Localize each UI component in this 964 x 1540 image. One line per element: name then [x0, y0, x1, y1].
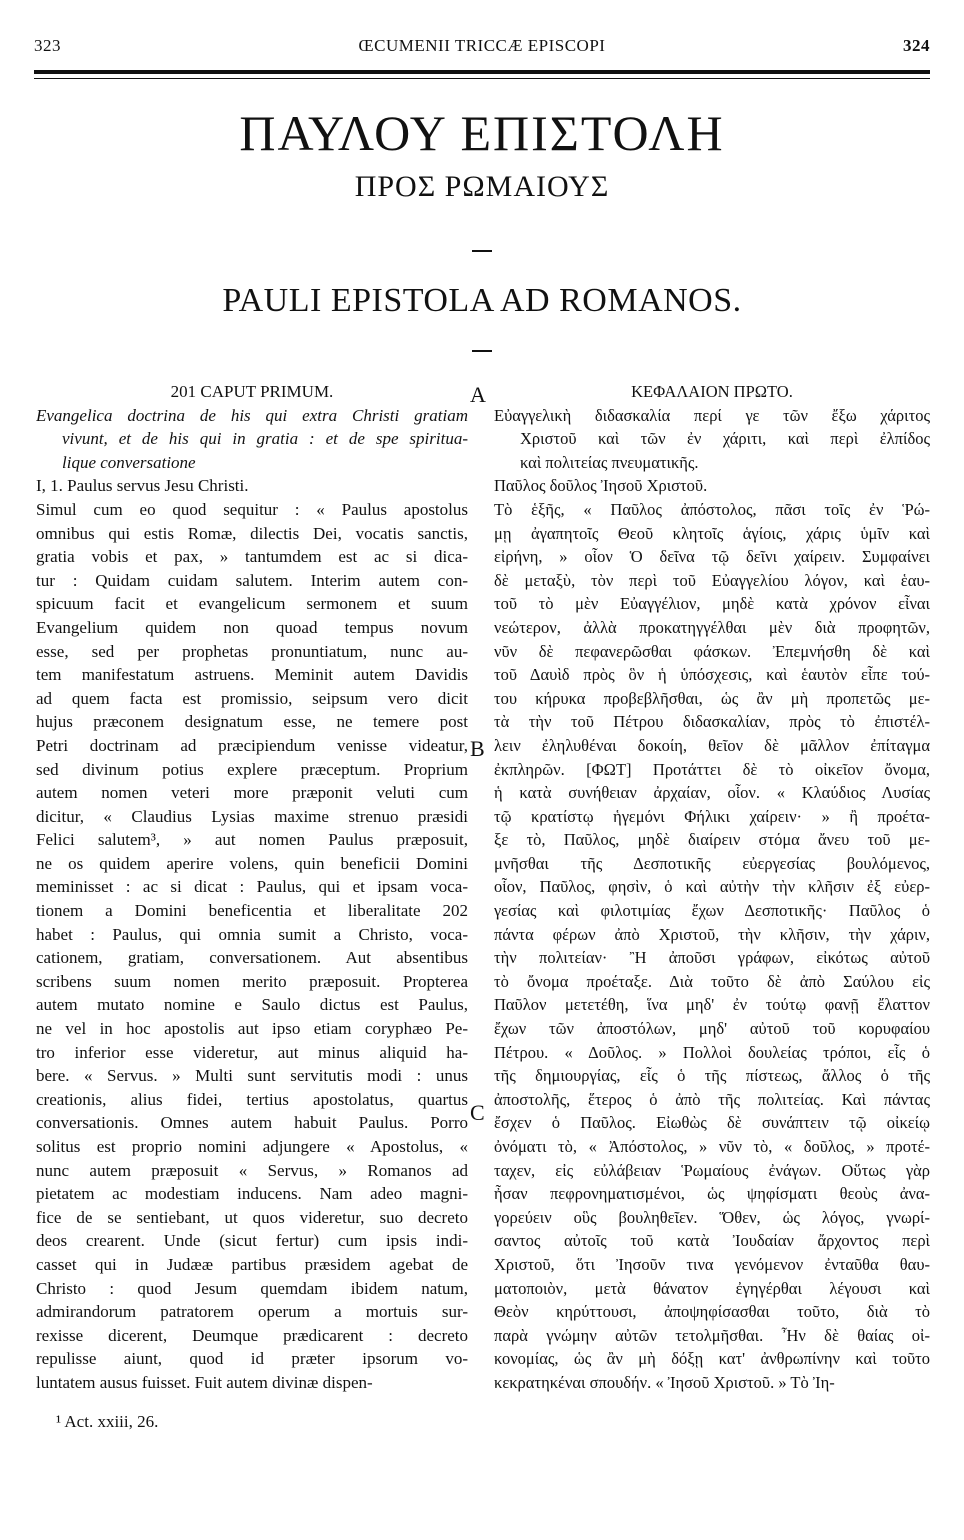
text-line: habet : Paulus, qui omnia sumit a Christo, voca- [36, 924, 468, 944]
text-line: spicuum facit et evangelicum sermonem et suum [36, 594, 468, 614]
text-line: Θεὸν κηρύττουσι, ἀποψηφίσασθαι τοῦτο, διὰ τὸ [494, 1302, 930, 1322]
text-line: μῃ ἀγαπητοῖς Θεοῦ κλητοῖς ἁγίοις, χάρις ὑμῖν καὶ [494, 523, 930, 543]
text-line: hujus præconem designatum esse, ne temere post [36, 712, 468, 732]
text-line: τὸ ὄνομα προέταξε. Διὰ τοῦτο δὲ ἀπὸ Σαύλου εἰς [494, 971, 930, 991]
text-line: nunc autem præposuit « Servus, » Romanos ad [36, 1160, 468, 1180]
text-line: Χριστοῦ καὶ τῶν ἐν χάριτι, καὶ περὶ ἐλπίδος [520, 429, 930, 449]
text-line: πάντα φέρων ἀπὸ Χριστοῦ, τὴν κλῆσιν, τὴν χάριν, [494, 924, 930, 944]
text-line: Εὐαγγελικὴ διδασκαλία περί γε τῶν ἔξω χάριτος [494, 405, 930, 425]
text-line: οἷον, Παῦλος, φησὶν, ὁ καὶ αὐτὴν τὴν κλῆσιν ἐξ εὐερ- [494, 877, 930, 897]
text-line: τοῦ Δαυὶδ πρὸς ὃν ἡ ὑπόσχεσις, καὶ ἑαυτὸν εἶπε τού- [494, 665, 930, 685]
margin-letter: C [470, 1100, 485, 1125]
text-line: εἰρήνη, » οἷον Ὁ δεῖνα τῷ δεῖνι χαίρειν. Συμφαίνει [494, 547, 930, 567]
text-line: autem nomen veteri more præponit veluti cum [36, 783, 468, 803]
text-line: ad quem facta est promissio, seipsum vero dicit [36, 688, 468, 708]
text-line: cationem, gratiam, conversationem. Aut absentibus [36, 948, 468, 968]
text-line: ἡ κατὰ συνήθειαν ἀρχαίαν, οἷον. « Κλαύδιος Λυσίας [494, 783, 930, 803]
text-line: ἔχων τῶν ἀποστόλων, μηδ' αὐτοῦ τοῦ κορυφαίου [494, 1019, 930, 1039]
title-greek: ΠΑΥΛΟΥ ΕΠΙΣΤΟΛΗ [239, 105, 725, 161]
text-line: ne vel in hoc apostolis aut ipso etiam coryphæo Pe- [36, 1019, 468, 1039]
text-line: Christo : quod Jesum quemdam ibidem natum, [36, 1278, 468, 1298]
text-line: tur : Quidam cuidam salutem. Interim autem con- [36, 570, 468, 590]
greek-column [494, 380, 930, 1395]
text-line: rexisse dicerent, Deumque prædicarent : decreto [36, 1325, 468, 1345]
text-line: dicitur, « Claudius Lysias maxime strenuo præsidi [36, 806, 468, 826]
text-line: luntatem ausus fuisset. Fuit autem divinæ dispen- [36, 1372, 373, 1392]
title-latin: PAULI EPISTOLA AD ROMANOS. [222, 282, 742, 319]
text-line: Παῦλος δοῦλος Ἰησοῦ Χριστοῦ. [494, 476, 708, 496]
text-line: ἔσχεν ὁ Παῦλος. Εἰωθὼς δὲ συνάπτειν τῷ οἰκείῳ [494, 1113, 930, 1133]
text-line: τὴν πολιτείαν· Ἢ ἀποῦσι γράφων, εἰκότως αὐτοῦ [494, 948, 930, 968]
text-line: solitus est proprio nomini adjungere « Apostolus, « [36, 1137, 468, 1156]
text-line: νῦν δὲ πεφανερῶσθαι φάσκων. Ἐπεμνήσθη δὲ καὶ [494, 641, 930, 661]
text-line: tionem a Domini beneficentia et liberalitate 202 [36, 901, 468, 921]
text-line: παρὰ γνώμην αὐτῶν τετολμῆσθαι. Ἦν δὲ θαίας οἰ- [494, 1325, 930, 1345]
text-line: fice de se sentiebant, ut quos videretur, suo decreto [36, 1207, 468, 1227]
text-line: Evangelica doctrina de his qui extra Christi gratiam [36, 405, 468, 425]
text-line: sed divinum potius explere præceptum. Proprium [36, 759, 468, 779]
text-line: I, 1. Paulus servus Jesu Christi. [36, 476, 249, 496]
text-line: Petri doctrinam ad præcipiendum venisse videatur, [36, 735, 468, 755]
text-line: deos crearent. Unde (sicut fertur) cum ipsis indi- [36, 1231, 468, 1251]
text-line: του κήρυκα προβεβλῆσθαι, ὡς ἂν μὴ προπετῶς με- [494, 688, 930, 708]
text-line: ὀνόματι τὸ, « Ἀπόστολος, » νῦν τὸ, « δοῦλος, » προτέ- [494, 1137, 930, 1156]
text-line: tro inferior esse videretur, aut minus aliquid ha- [36, 1042, 468, 1062]
text-line: bere. « Servus. » Multi sunt servitutis modi : unus [36, 1066, 468, 1086]
text-line: νεώτερον, ἀλλὰ προκατηγγέλθαι μὲν διὰ προφητῶν, [494, 617, 930, 637]
text-line: esse, sed per prophetas pronuntiatum, nunc au- [36, 641, 468, 661]
title-divider [472, 350, 492, 352]
text-line: καὶ πολιτείας πνευματικῆς. [520, 452, 699, 472]
text-line: meminisset : ac si dicat : Paulus, qui et ipsam voca- [36, 877, 468, 897]
text-line: τῆς δημιουργίας, εἷς ὁ τῆς πίστεως, ἄλλος ὁ τῆς [494, 1066, 930, 1086]
text-line: gratia vobis et pax, » tantumdem est ac si dica- [36, 547, 468, 567]
text-line: τοῦ τὸ μὲν Εὐαγγέλιον, μηδὲ κατὰ χρόνον εἶναι [494, 594, 930, 614]
text-line: repulisse aiunt, quod id præter ipsorum vo- [36, 1349, 468, 1369]
header-rule-thin [34, 78, 930, 79]
text-line: Παῦλον μετετέθη, ἵνα μηδ' ἐν τούτῳ φανῇ ἔλαττον [494, 995, 930, 1015]
text-line: γεσίας καὶ φιλοτιμίας ἔχων Δεσποτικῆς· Παῦλος ὁ [494, 901, 930, 921]
text-line: Simul cum eo quod sequitur : « Paulus apostolus [36, 499, 468, 519]
text-line: ἦσαν πεφρονηματισμένοι, ὡς ψηφίσματι θεοὺς ἀνα- [494, 1184, 930, 1204]
page-number-right: 324 [903, 36, 930, 55]
text-line: δὲ μεταξὺ, τὸν περὶ τοῦ Εὐαγγελίου λόγον, καὶ ἑαυ- [494, 570, 930, 590]
text-line: conversationis. Omnes autem habuit Paulus. Porro [36, 1113, 468, 1133]
text-line: τῷ κρατίστῳ ἡγεμόνι Φήλικι χαίρειν· » ἢ προέτα- [494, 806, 930, 826]
title-divider [472, 250, 492, 252]
text-line: creationis, alius fidei, tertius apostolatus, quartus [36, 1089, 468, 1109]
subtitle-greek: ΠΡΟΣ ΡΩΜΑΙΟΥΣ [354, 170, 610, 203]
text-line: ξε τὸ, Παῦλος, μηδὲ διαίρειν στόμα ἄνευ τοῦ με- [494, 830, 930, 850]
text-line: κεκρατηκέναι σπουδήν. « Ἰησοῦ Χριστοῦ. » Τὸ Ἰη- [494, 1372, 835, 1392]
margin-letter: A [470, 382, 486, 407]
text-line: Felici salutem³, » aut nomen Paulus præposuit, [36, 830, 468, 850]
text-line: autem mutato nomine e Saulo dictus est Paulus, [36, 995, 468, 1015]
text-line: κονομίας, ὡς ἂν μὴ δόξῃ κατ' ἀνθρωπίνην καὶ τοῦτο [494, 1349, 930, 1369]
latin-column [36, 380, 468, 1395]
header-rule-thick [34, 70, 930, 74]
text-line: ἐκπληρῶν. [ΦΩΤ] Προτάττει δὲ τὸ οἰκεῖον ὄνομα, [494, 759, 930, 779]
text-line: lique conversatione [62, 452, 196, 472]
text-line: Πέτρου. « Δοῦλος. » Πολλοὶ δουλείας τρόποι, εἷς ὁ [494, 1042, 930, 1062]
text-line: ματοποιὸν, μετὰ θάνατον ἐγηγέρθαι λέγουσι καὶ [494, 1278, 930, 1298]
margin-letter: B [470, 736, 485, 761]
text-line: γορεύειν οὓς βουληθεῖεν. Ὅθεν, ὡς λόγος, γνωρί- [494, 1207, 930, 1227]
text-line: Χριστοῦ, ὅτι Ἰησοῦν τινα γενόμενον ἐνταῦθα θαυ- [494, 1254, 930, 1274]
text-line: λειν ἐληλυθέναι δοκοίη, θεῖον δὲ μᾶλλον ἐπίταγμα [494, 735, 930, 755]
footnote: ¹ Act. xxiii, 26. [56, 1412, 159, 1431]
text-line: tem manifestatum astruens. Meminit autem Davidis [36, 665, 468, 685]
chapter-heading: ΚΕΦΑΛΑΙΟΝ ΠΡΩΤΟ. [631, 382, 793, 401]
text-line: Τὸ ἑξῆς, « Παῦλος ἀπόστολος, πᾶσι τοῖς ἐν Ῥώ- [494, 499, 930, 519]
text-line: scribens suum nomen merito præposuit. Propterea [36, 971, 468, 991]
text-line: μνῆσθαι τῆς Δεσποτικῆς εὐεργεσίας βουλόμενος, [494, 853, 930, 873]
text-line: τὰ τὴν τοῦ Πέτρου διδασκαλίαν, πρὸς τὸ ἐπιστέλ- [494, 712, 930, 732]
text-line: vivunt, et de his qui in gratia : et de spe spiritua- [62, 429, 468, 449]
text-line: admirandorum patratorem operum a mortuis sur- [36, 1302, 468, 1322]
page-number-left: 323 [34, 36, 61, 55]
chapter-heading: 201 CAPUT PRIMUM. [170, 382, 334, 401]
text-line: ταχεν, εἰς εὐλάβειαν Ῥωμαίους ἐνάγων. Οὕτως γὰρ [494, 1160, 930, 1180]
text-line: σαντος αὐτοῖς τοῦ κατὰ Ἰουδαίαν ἄρχοντος περὶ [494, 1231, 930, 1251]
text-line: omnibus qui estis Romæ, dilectis Dei, vocatis sanctis, [36, 523, 468, 543]
running-title: ŒCUMENII TRICCÆ EPISCOPI [358, 36, 606, 55]
text-line: ἀποστολῆς, ἕτερος ὁ ἀπὸ τῆς πολιτείας. Καὶ πάντας [494, 1089, 930, 1109]
text-line: Evangelium quidem non quoad tempus novum [36, 617, 468, 637]
text-line: casset qui in Judææ partibus præsidem agebat de [36, 1254, 468, 1274]
text-line: pietatem ac modestiam inducens. Nam adeo magni- [36, 1184, 468, 1204]
text-line: ne os quidem aperire volens, quin beneficii Domini [36, 853, 468, 873]
running-head [34, 36, 930, 60]
